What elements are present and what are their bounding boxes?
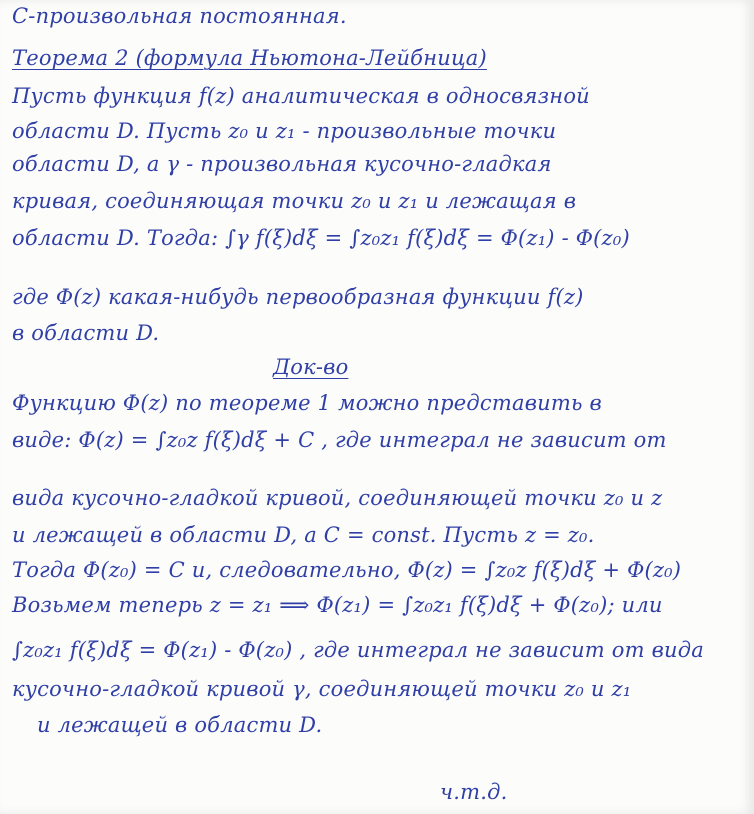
proof-heading: Док-во xyxy=(273,355,349,379)
text-line: и лежащей в области D, а C = const. Пусть z = z₀. xyxy=(12,523,595,547)
theorem-title: Теорема 2 (формула Ньютона-Лейбница) xyxy=(12,46,487,70)
text-line: C-произвольная постоянная. xyxy=(12,4,347,28)
text-line: Функцию Φ(z) по теореме 1 можно представить в xyxy=(12,391,602,415)
text-line: вида кусочно-гладкой кривой, соединяющей точки z₀ и z xyxy=(12,486,663,510)
text-line: где Φ(z) какая-нибудь первообразная функции f(z) xyxy=(12,285,584,309)
qed-mark: ч.т.д. xyxy=(440,780,508,804)
text-line: в области D. xyxy=(12,321,160,345)
formula-line: виде: Φ(z) = ∫z₀z f(ξ)dξ + C , где интеграл не зависит от xyxy=(12,428,667,452)
formula-line: Тогда Φ(z₀) = C и, следовательно, Φ(z) = ∫z₀z f(ξ)dξ + Φ(z₀) xyxy=(12,558,682,582)
formula-line: области D. Тогда: ∫γ f(ξ)dξ = ∫z₀z₁ f(ξ)dξ = Φ(z₁) - Φ(z₀) xyxy=(12,226,630,250)
text-line: Пусть функция f(z) аналитическая в односвязной xyxy=(12,84,590,108)
text-line: и лежащей в области D. xyxy=(37,713,323,737)
formula-line: Возьмем теперь z = z₁ ⟹ Φ(z₁) = ∫z₀z₁ f(ξ)dξ + Φ(z₀); или xyxy=(12,593,663,617)
text-line: области D, а γ - произвольная кусочно-гладкая xyxy=(12,152,552,176)
text-line: кривая, соединяющая точки z₀ и z₁ и лежащая в xyxy=(12,189,577,213)
text-line: кусочно-гладкой кривой γ, соединяющей точки z₀ и z₁ xyxy=(12,677,632,701)
text-line: области D. Пусть z₀ и z₁ - произвольные точки xyxy=(12,119,557,143)
formula-line: ∫z₀z₁ f(ξ)dξ = Φ(z₁) - Φ(z₀) , где интеграл не зависит от вида xyxy=(12,638,704,662)
